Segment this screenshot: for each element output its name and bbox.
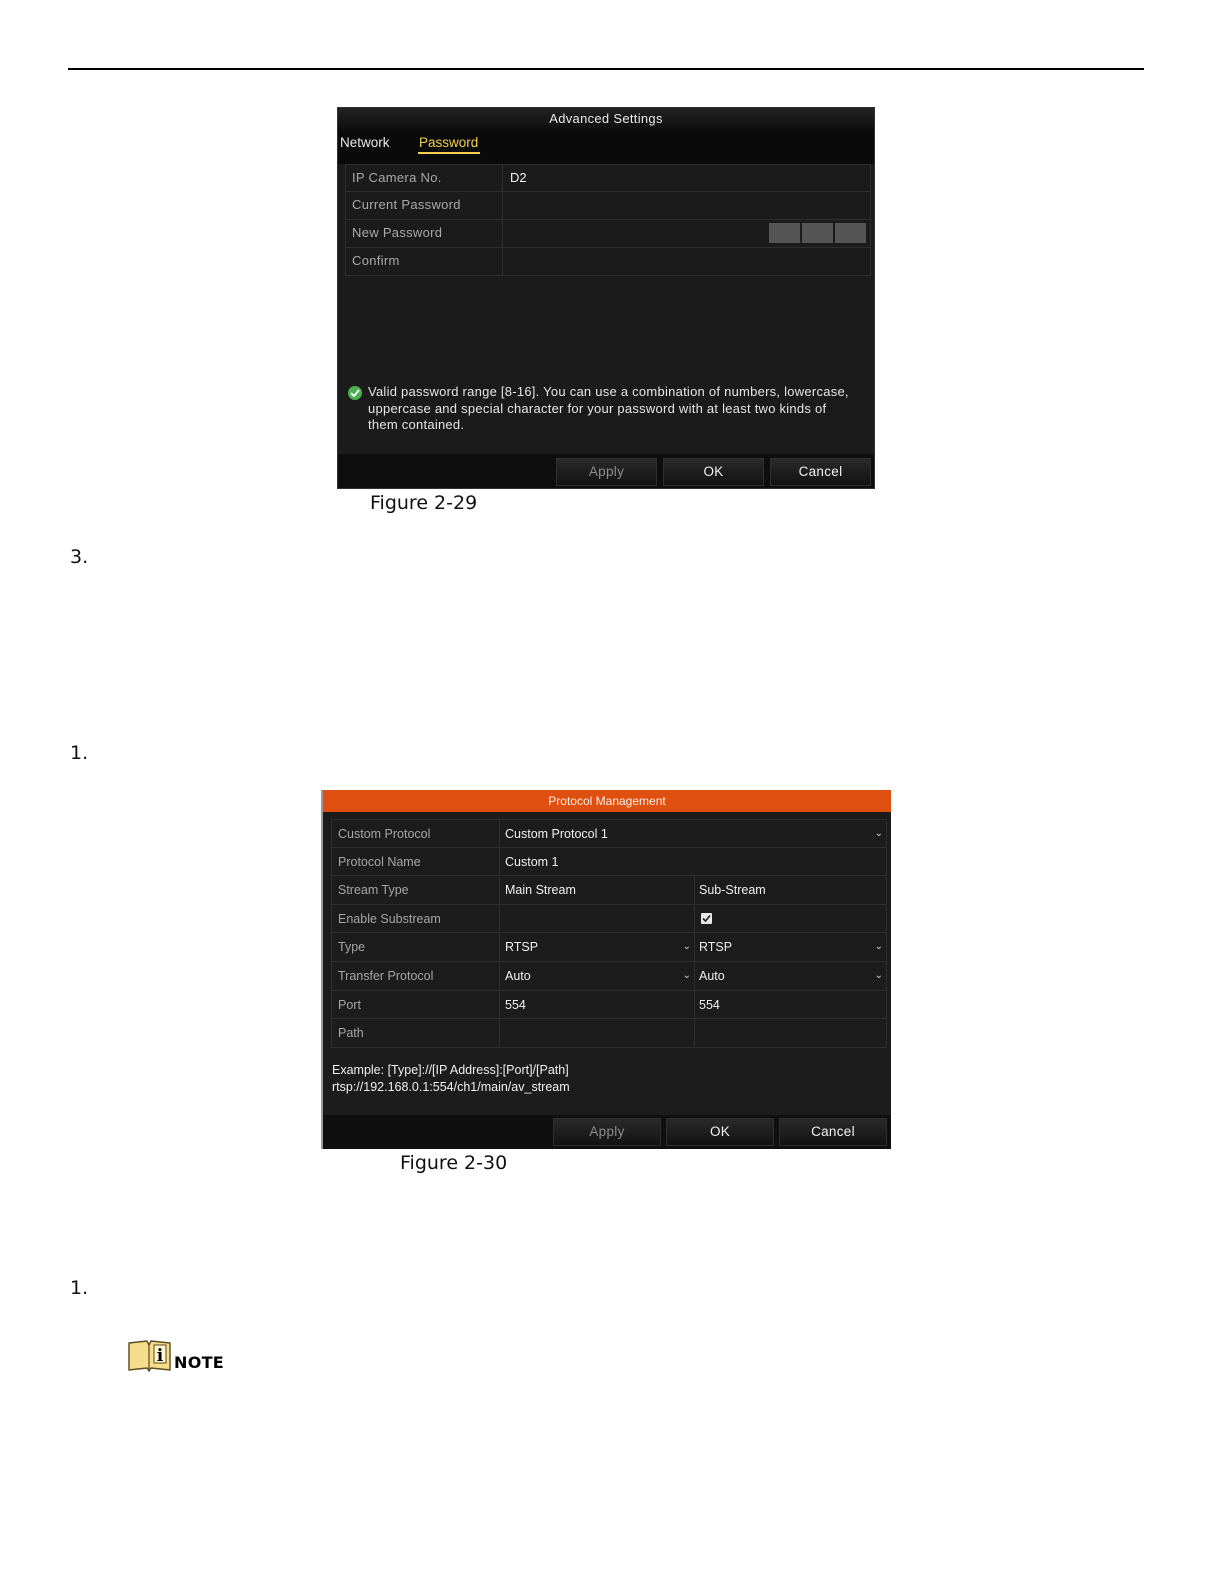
ip-camera-value: D2 [510,170,527,185]
example-url: rtsp://192.168.0.1:554/ch1/main/av_stream [332,1079,570,1094]
confirm-row [345,248,871,276]
type-label: Type [332,933,500,961]
path-row [331,1019,887,1048]
sub-path-input[interactable] [695,1019,886,1047]
stream-type-label: Stream Type [332,876,500,904]
port-row [331,991,887,1020]
ip-camera-label: IP Camera No. [346,165,503,191]
chevron-down-icon: ⌄ [874,828,883,839]
chevron-down-icon: ⌄ [874,969,883,981]
new-password-row [345,220,871,248]
step-number: 3. [70,546,89,568]
chevron-down-icon: ⌄ [874,941,883,953]
main-type-value: RTSP [505,940,539,955]
type-row [331,933,887,962]
enable-substream-label: Enable Substream [332,905,500,933]
strength-segment [802,223,833,243]
main-type-select[interactable] [501,933,695,961]
protocol-name-label: Protocol Name [332,848,500,876]
dialog-title: Advanced Settings [338,108,874,130]
sub-type-value: RTSP [699,940,733,955]
check-circle-icon [348,386,362,400]
path-label: Path [332,1019,500,1047]
header-rule [68,68,1144,70]
hint-text: Valid password range [8-16]. You can use a combination of numbers, lowercase, uppercase and special character for your password with at least two kinds of them contained. [368,384,849,432]
sub-transfer-select[interactable] [695,962,886,990]
enable-substream-checkbox[interactable] [701,913,712,924]
ok-button[interactable]: OK [666,1118,774,1146]
strength-segment [835,223,866,243]
custom-protocol-value: Custom Protocol 1 [505,827,608,841]
main-stream-empty [501,905,695,933]
tab-bar [338,130,874,164]
protocol-management-dialog [321,790,891,1149]
main-transfer-select[interactable] [501,962,695,990]
cancel-button[interactable]: Cancel [770,458,871,486]
chevron-down-icon: ⌄ [682,969,691,981]
main-stream-header: Main Stream [501,876,695,904]
svg-text:i: i [156,1346,164,1366]
transfer-protocol-row [331,962,887,991]
ip-camera-row [345,164,871,192]
url-example [332,1062,570,1095]
apply-button[interactable]: Apply [556,458,657,486]
figure-caption: Figure 2-30 [400,1152,508,1174]
current-password-input[interactable] [504,192,870,219]
custom-protocol-row [331,819,887,848]
stream-type-row [331,876,887,905]
main-path-input[interactable] [501,1019,695,1047]
enable-substream-row [331,905,887,934]
sub-transfer-value: Auto [699,968,725,983]
substream-cell [695,905,886,933]
example-format: Example: [Type]://[IP Address]:[Port]/[Path] [332,1063,569,1077]
info-book-icon [127,1339,173,1373]
current-password-row [345,192,871,220]
tab-network[interactable]: Network [340,135,390,150]
button-bar [323,1115,891,1149]
tab-password[interactable]: Password [418,135,480,154]
protocol-name-input[interactable]: Custom 1 [505,854,559,869]
chevron-down-icon: ⌄ [682,941,691,953]
step-number: 1. [70,1277,89,1299]
sub-port-input[interactable]: 554 [699,997,720,1012]
password-strength-meter [769,223,866,243]
custom-protocol-select[interactable] [501,820,886,847]
note-callout [127,1339,225,1378]
advanced-settings-dialog [337,107,875,489]
note-label: NOTE [174,1353,225,1372]
figure-caption: Figure 2-29 [370,492,478,514]
confirm-password-input[interactable] [504,248,870,275]
ok-button[interactable]: OK [663,458,764,486]
step-number: 1. [70,742,89,764]
new-password-label: New Password [346,220,503,247]
confirm-label: Confirm [346,248,503,275]
apply-button[interactable]: Apply [553,1118,661,1146]
main-port-input[interactable]: 554 [501,991,695,1019]
main-transfer-value: Auto [505,968,531,983]
sub-type-select[interactable] [695,933,886,961]
protocol-name-row [331,848,887,877]
port-label: Port [332,991,500,1019]
current-password-label: Current Password [346,192,503,219]
transfer-protocol-label: Transfer Protocol [332,962,500,990]
button-bar [338,454,874,489]
protocol-form [331,819,887,1048]
password-form [345,164,871,276]
dialog-title: Protocol Management [323,790,891,812]
strength-segment [769,223,800,243]
cancel-button[interactable]: Cancel [779,1118,887,1146]
custom-protocol-label: Custom Protocol [332,820,500,847]
sub-stream-header: Sub-Stream [699,883,766,898]
